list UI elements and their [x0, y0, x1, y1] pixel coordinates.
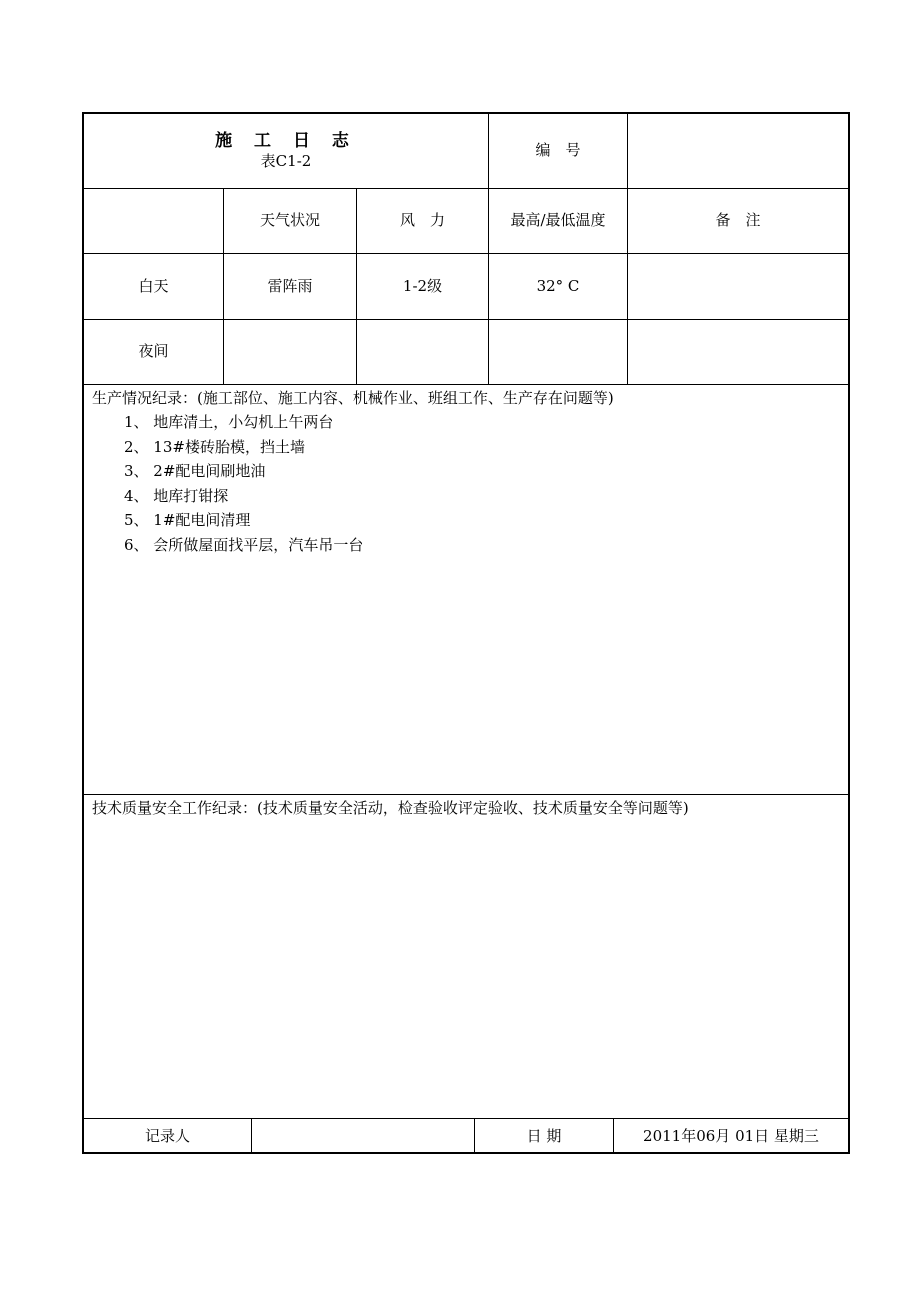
weather-header-temperature: 最高/最低温度 — [510, 211, 606, 230]
serial-label: 编 号 — [535, 141, 581, 160]
form-title-cell — [84, 114, 488, 188]
list-item: 3、 2#配电间刷地油 — [124, 462, 266, 480]
serial-value[interactable] — [628, 114, 848, 188]
production-record[interactable] — [92, 386, 842, 557]
list-item: 1、 地库清土，小勾机上午两台 — [124, 413, 334, 431]
date-label: 日 期 — [526, 1126, 562, 1145]
night-weather[interactable] — [224, 320, 356, 384]
row-divider — [84, 384, 848, 385]
construction-log-form — [82, 112, 850, 1154]
night-temperature[interactable] — [489, 320, 627, 384]
night-label: 夜间 — [138, 342, 169, 361]
night-remarks[interactable] — [628, 320, 848, 384]
daytime-temperature[interactable]: 32° C — [536, 276, 580, 295]
form-number: 表C1-2 — [260, 152, 312, 171]
daytime-wind[interactable]: 1-2级 — [402, 276, 443, 295]
date-value[interactable]: 2011年06月 01日 星期三 — [643, 1126, 819, 1145]
production-heading: 生产情况纪录：(施工部位、施工内容、机械作业、班组工作、生产存在问题等) — [92, 389, 614, 407]
list-item: 6、 会所做屋面找平层，汽车吊一台 — [124, 535, 364, 554]
quality-safety-record[interactable] — [92, 796, 842, 820]
recorder-label: 记录人 — [144, 1126, 190, 1145]
weather-header-wind: 风 力 — [399, 211, 445, 230]
list-item: 5、 1#配电间清理 — [124, 511, 251, 529]
weather-header-blank — [84, 189, 223, 253]
weather-header-condition: 天气状况 — [259, 211, 320, 230]
form-title: 施 工 日 志 — [215, 131, 357, 152]
quality-heading: 技术质量安全工作纪录：(技术质量安全活动，检查验收评定验收、技术质量安全等问题等) — [92, 799, 689, 817]
production-list — [92, 410, 842, 557]
row-divider — [84, 794, 848, 795]
list-item: 2、 13#楼砖胎模，挡土墙 — [124, 437, 305, 456]
daytime-weather[interactable]: 雷阵雨 — [267, 276, 313, 295]
daytime-remarks[interactable] — [628, 254, 848, 319]
recorder-value[interactable] — [252, 1119, 474, 1154]
list-item: 4、 地库打钳探 — [124, 486, 229, 505]
weather-header-remarks: 备 注 — [715, 211, 761, 230]
night-wind[interactable] — [357, 320, 488, 384]
daytime-label: 白天 — [138, 276, 169, 295]
